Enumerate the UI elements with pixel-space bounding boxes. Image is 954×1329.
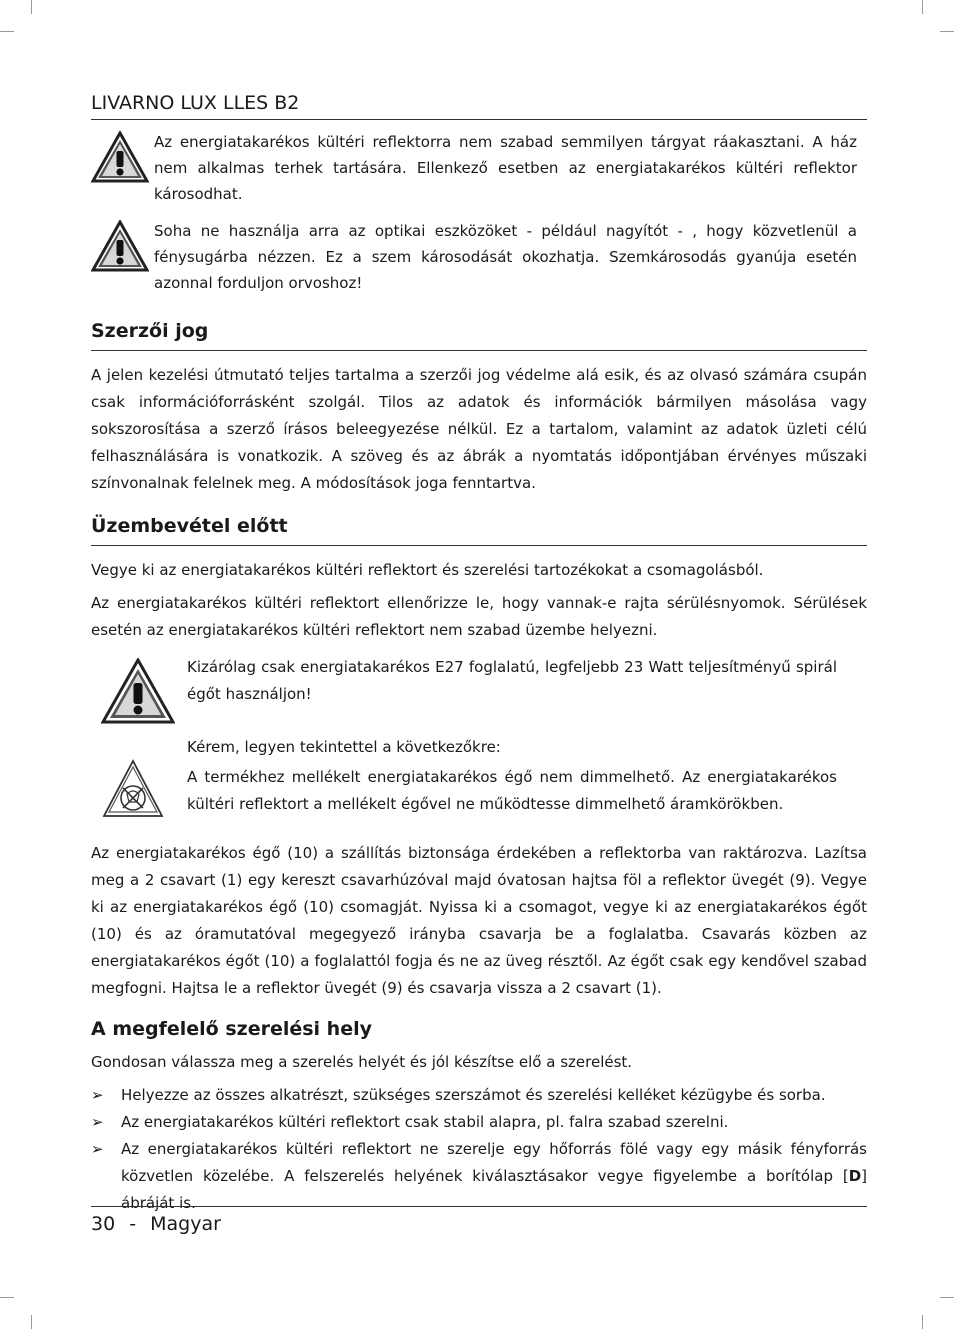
list-item-text: Az energiatakarékos kültéri reflektort csak stabil alapra, pl. falra szabad szerelni. (121, 1113, 729, 1131)
list-item (91, 1136, 867, 1217)
paragraph: Vegye ki az energiatakarékos kültéri reflektort és szerelési tartozékokat a csomagolásból. (91, 561, 764, 579)
crop-mark (922, 0, 923, 14)
warning-block (91, 218, 867, 296)
crop-mark (940, 31, 954, 32)
bullet-arrow-icon: ➢ (91, 1140, 104, 1158)
note-intro: Kérem, legyen tekintettel a következőkre: (187, 738, 501, 756)
section-heading: Szerzői jog (91, 320, 867, 351)
list-item-text: Helyezze az összes alkatrészt, szükséges szerszámot és szerelési kelléket kézügybe és sorba. (121, 1086, 826, 1104)
figure-reference: D (848, 1167, 862, 1185)
paragraph: Gondosan válassza meg a szerelés helyét és jól készítse elő a szerelést. (91, 1053, 633, 1071)
crop-mark (0, 31, 14, 32)
list-item-text-part: ] ábráját is. (121, 1167, 867, 1212)
warning-block (91, 654, 867, 724)
footer-language: Magyar (150, 1213, 221, 1235)
crop-mark (0, 1297, 14, 1298)
no-dimmer-icon (101, 758, 165, 822)
warning-text: Soha ne használja arra az optikai eszközöket - például nagyítót - , hogy közvetlenül a fénysugárba nézzen. Ez a szem károsodását okozhatja. Szemkárosodás gyanúja esetén azonnal forduljon orvoshoz! (154, 222, 857, 292)
list-item-text (121, 1136, 867, 1217)
footer-separator: - (129, 1213, 137, 1235)
section-heading: A megfelelő szerelési hely (91, 1018, 372, 1040)
paragraph: Az energiatakarékos kültéri reflektort ellenőrizze le, hogy vannak-e rajta sérülésnyomok. Sérülések esetén az energiatakarékos kültéri reflektort nem szabad üzembe helyezni. (91, 594, 867, 639)
warning-text: Az energiatakarékos kültéri reflektorra nem szabad semmilyen tárgyat ráakasztani. A ház nem alkalmas terhek tartására. Ellenkező esetben az energiatakarékos kültéri reflektor károsodhat. (154, 133, 857, 203)
crop-mark (940, 1297, 954, 1298)
copyright-text: A jelen kezelési útmutató teljes tartalma a szerzői jog védelme alá esik, és az olvasó számára csupán csak információforrásként szolgál. Tilos az adatok és információk bármilyen másolása vagy sokszorosítása a szerző írásos beleegyezése nélkül. Ez a tartalom, valamint az adatok üzleti célú felhasználására is vonatkozik. A szöveg és az ábrák a nyomtatás időpontjában érvényes műszaki színvonalnak felelnek meg. A módosítások joga fenntartva. (91, 366, 867, 492)
note-text: A termékhez mellékelt energiatakarékos égő nem dimmelhető. Az energiatakarékos kültéri reflektort a mellékelt égővel ne működtesse dimmelhető áramkörökben. (187, 768, 837, 813)
warning-triangle-icon (91, 131, 149, 183)
page-footer (91, 1206, 867, 1235)
bullet-list (91, 1082, 867, 1217)
page-number: 30 (91, 1213, 116, 1235)
note-block (91, 764, 867, 822)
bullet-arrow-icon: ➢ (91, 1086, 104, 1104)
page-header-title: LIVARNO LUX LLES B2 (91, 92, 867, 120)
page-content (91, 92, 867, 1217)
bullet-arrow-icon: ➢ (91, 1113, 104, 1131)
warning-triangle-icon (101, 658, 175, 724)
section-heading: Üzembevétel előtt (91, 515, 867, 546)
paragraph: Az energiatakarékos égő (10) a szállítás biztonsága érdekében a reflektorba van raktározva. Lazítsa meg a 2 csavart (1) egy kereszt csavarhúzóval majd óvatosan hajtsa föl a reflektor üvegét (9). Vegye ki az energiatakarékos égő (10) csomagját. Nyissa ki a csomagot, vegye ki az energiatakarékos égőt (10) és az óramutatóval megegyező irányba csavarja be a foglalatba. Csavarás közben az energiatakarékos égőt (10) a foglalattól fogja és ne az üveg résztől. Az égőt csak egy kendővel szabad megfogni. Hajtsa le a reflektor üvegét (9) és csavarja vissza a 2 csavart (1). (91, 844, 867, 997)
crop-mark (31, 1315, 32, 1329)
list-item-text-part: Az energiatakarékos kültéri reflektort ne szerelje egy hőforrás fölé vagy egy másik fényforrás közvetlen közelébe. A felszerelés helyének kiválasztásakor vegye figyelembe a borítólap [ (121, 1140, 867, 1185)
crop-mark (31, 0, 32, 14)
list-item (91, 1082, 867, 1109)
warning-triangle-icon (91, 220, 149, 272)
warning-block (91, 129, 867, 207)
warning-text: Kizárólag csak energiatakarékos E27 foglalatú, legfeljebb 23 Watt teljesítményű spirál égőt használjon! (187, 658, 837, 703)
crop-mark (922, 1315, 923, 1329)
list-item (91, 1109, 867, 1136)
